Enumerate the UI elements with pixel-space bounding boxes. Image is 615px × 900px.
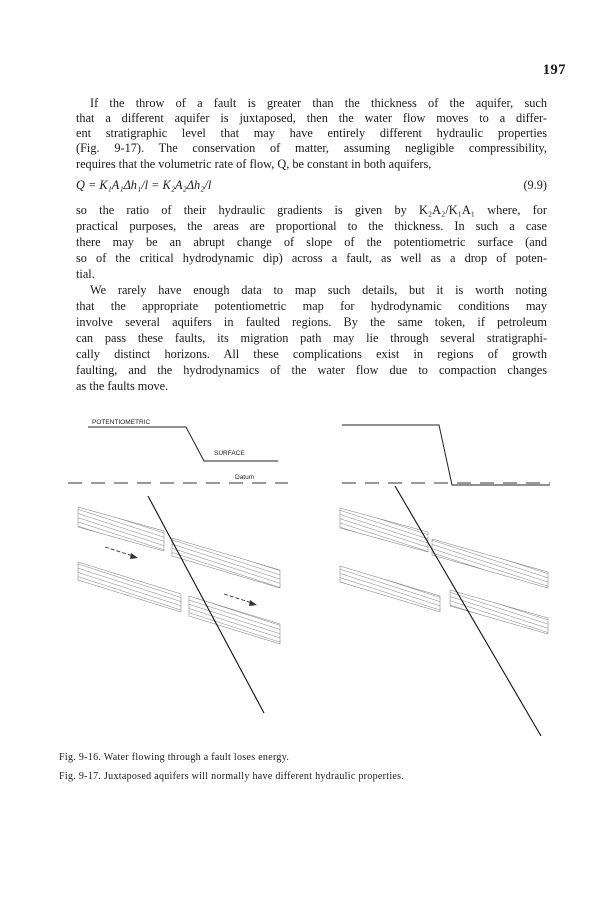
paragraph-line: can pass these faults, its migration path may lie through several stratigraphi- <box>76 331 547 345</box>
equation-number: (9.9) <box>523 178 547 192</box>
paragraph-line: that the appropriate potentiometric map for hydrodynamic conditions may <box>76 299 547 313</box>
confining-bed <box>172 538 280 588</box>
paragraph-line: requires that the volumetric rate of flow, Q, be constant in both aquifers, <box>76 157 432 171</box>
potentiometric-label: POTENTIOMETRIC <box>92 419 151 426</box>
paragraph-line: We rarely have enough data to map such details, but it is worth noting <box>90 283 547 297</box>
confining-bed <box>340 566 440 612</box>
figure-9-17 <box>340 425 550 736</box>
paragraph-line: so of the critical hydrodynamic dip) across a fault, as well as a drop of poten- <box>76 251 547 265</box>
paragraph-line: as the faults move. <box>76 379 169 393</box>
paragraph-line: cally distinct horizons. All these complications exist in regions of growth <box>76 347 547 361</box>
paragraph-line: If the throw of a fault is greater than the thickness of the aquifer, such <box>90 96 547 110</box>
paragraph-line: that a different aquifer is juxtaposed, then the water flow moves to a differ- <box>76 111 547 125</box>
paragraph-line: tial. <box>76 267 95 281</box>
page-number: 197 <box>542 62 566 78</box>
confining-bed <box>189 596 280 644</box>
surface-label: SURFACE <box>214 450 245 457</box>
confining-bed <box>78 507 164 551</box>
equation-text: Q = K₁A₁Δh₁/l = K₂A₂Δh₂/l <box>76 178 212 192</box>
paragraph-line: involve several aquifers in faulted regions. By the same token, if petroleum <box>76 315 547 329</box>
paragraph-line: (Fig. 9-17). The conservation of matter, assuming negligible compressibility, <box>76 141 547 155</box>
figure-caption: Fig. 9-16. Water flowing through a fault loses energy. <box>59 752 290 763</box>
datum-label: Datum <box>235 474 255 481</box>
paragraph-line: there may be an abrupt change of slope of the potentiometric surface (and <box>76 235 547 249</box>
figure-caption: Fig. 9-17. Juxtaposed aquifers will normally have different hydraulic properties. <box>59 771 405 782</box>
flow-arrow <box>224 594 252 603</box>
flow-arrow <box>105 547 133 556</box>
paragraph-line: so the ratio of their hydraulic gradients is given by K₂A₂/K₁A₁ where, for <box>76 203 547 217</box>
confining-bed <box>340 508 428 552</box>
paragraph-line: ent stratigraphic level that may have entirely different hydraulic properties <box>76 126 547 140</box>
flow-arrowhead <box>249 600 257 606</box>
confining-bed <box>450 590 548 634</box>
potentiometric-surface-line <box>342 425 550 485</box>
figure-9-16 <box>68 419 288 713</box>
paragraph-line: faulting, and the hydrodynamics of the water flow due to compaction changes <box>76 363 547 377</box>
confining-bed <box>432 539 548 588</box>
potentiometric-surface-line <box>88 427 278 461</box>
flow-arrowhead <box>130 553 138 559</box>
confining-bed <box>78 562 181 612</box>
paragraph-line: practical purposes, the areas are proportional to the thickness. In such a case <box>76 219 547 233</box>
